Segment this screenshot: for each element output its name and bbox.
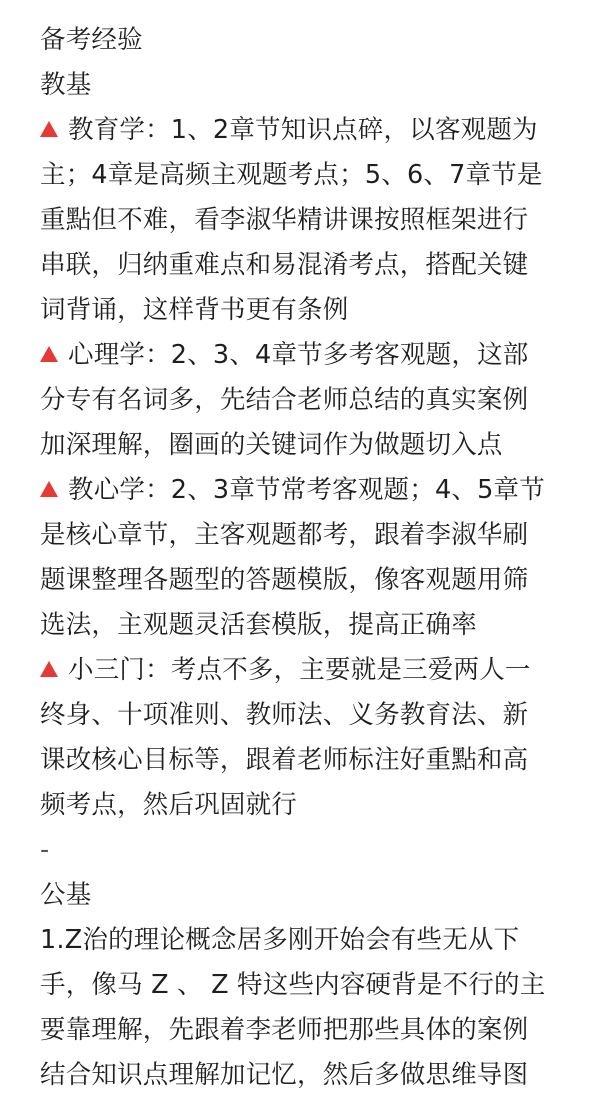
list-item-text: 心理学：2、3、4章节多考客观题，这部 xyxy=(68,340,529,370)
list-item-line: 选法，主观题灵活套模版，提高正确率 xyxy=(40,610,477,640)
list-item-line xyxy=(40,468,559,513)
paragraph-line: 要靠理解，先跟着李老师把那些具体的案例 xyxy=(40,1015,529,1045)
list-item-line: 串联，归纳重难点和易混淆考点，搭配关键 xyxy=(40,250,529,280)
list-item-line xyxy=(40,648,559,693)
red-triangle-icon xyxy=(40,481,58,497)
red-triangle-icon xyxy=(40,661,58,677)
list-item-line: 加深理解，圈画的关键词作为做题切入点 xyxy=(40,430,503,460)
list-item-line: 题课整理各题型的答题模版，像客观题用筛 xyxy=(40,565,529,595)
list-item xyxy=(40,648,559,828)
list-item-line: 分专有名词多，先结合老师总结的真实案例 xyxy=(40,385,529,415)
list-item-line: 主；4章是高频主观题考点；5、6、7章节是 xyxy=(40,160,543,190)
paragraph-line: 结合知识点理解加记忆，然后多做思维导图 xyxy=(40,1060,529,1090)
list-item xyxy=(40,333,559,468)
note-title: 备考经验 xyxy=(40,25,143,55)
red-triangle-icon xyxy=(40,121,58,137)
section-heading-gongji: 公基 xyxy=(40,880,92,910)
list-item-line: 终身、十项准则、教师法、义务教育法、新 xyxy=(40,700,529,730)
list-item-line: 是核心章节，主客观题都考，跟着李淑华刷 xyxy=(40,520,529,550)
list-item-line: 重點但不难，看李淑华精讲课按照框架进行 xyxy=(40,205,529,235)
list-item-line xyxy=(40,333,559,378)
separator-dash: - xyxy=(40,835,50,865)
list-item-text: 教心学：2、3章节常考客观题；4、5章节 xyxy=(68,475,545,505)
list-item-line: 频考点，然后巩固就行 xyxy=(40,790,298,820)
list-item-line xyxy=(40,108,559,153)
red-triangle-icon xyxy=(40,346,58,362)
list-item-text: 教育学：1、2章节知识点碎，以客观题为 xyxy=(68,115,538,145)
list-item-line: 词背诵，这样背书更有条例 xyxy=(40,295,349,325)
list-item-text: 小三门：考点不多，主要就是三爱两人一 xyxy=(68,655,531,685)
list-item-line: 课改核心目标等，跟着老师标注好重點和高 xyxy=(40,745,529,775)
list-item xyxy=(40,468,559,648)
paragraph-line: 手，像马 Z 、 Z 特这些内容硬背是不行的主 xyxy=(40,970,546,1000)
paragraph-line: 1.Z治的理论概念居多刚开始会有些无从下 xyxy=(40,925,520,955)
list-item xyxy=(40,108,559,333)
section-heading-jiaoji: 教基 xyxy=(40,70,92,100)
